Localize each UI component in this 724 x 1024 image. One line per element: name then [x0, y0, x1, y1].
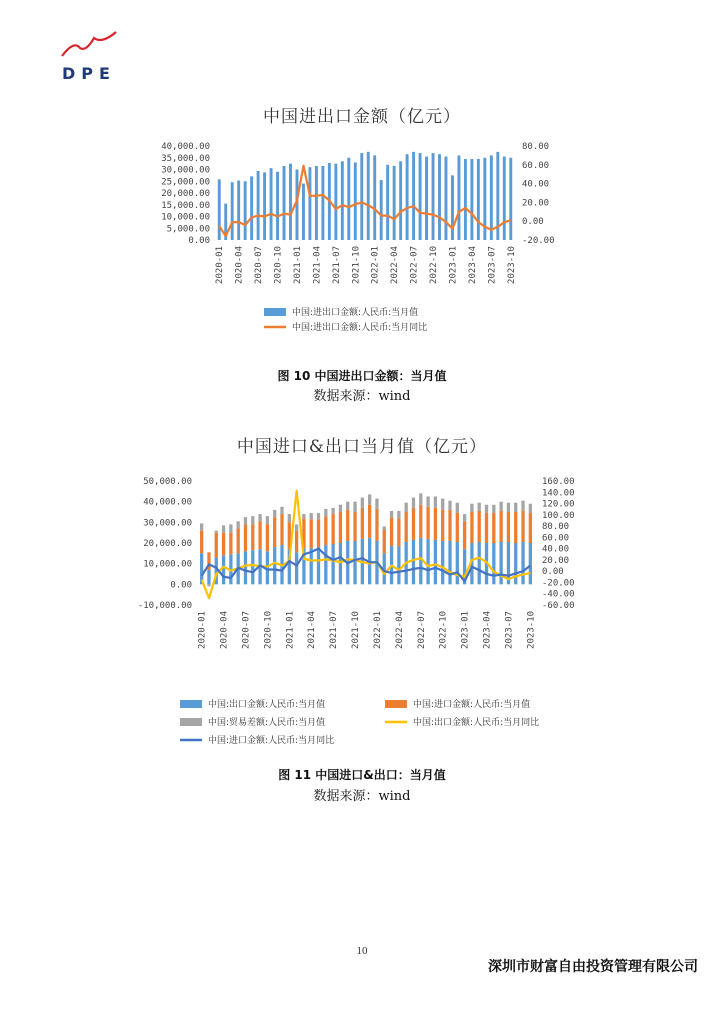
stacked-bar-segment: [353, 541, 356, 584]
stacked-bar-segment: [485, 505, 488, 513]
stacked-bar-segment: [273, 510, 276, 517]
stacked-bar-segment: [507, 503, 510, 512]
bar: [380, 180, 383, 240]
stacked-bar-segment: [324, 516, 327, 545]
stacked-bar-segment: [529, 504, 532, 513]
bar: [321, 166, 324, 240]
stacked-bar-segment: [426, 497, 429, 507]
bar: [334, 164, 337, 240]
stacked-bar-segment: [521, 511, 524, 542]
stacked-bar-segment: [207, 570, 210, 584]
bar: [263, 172, 266, 240]
stacked-bar-segment: [280, 514, 283, 545]
y-left-tick-label: 50,000.00: [143, 477, 192, 487]
stacked-bar-segment: [295, 552, 298, 584]
legend-label: 中国:出口金额:人民币:当月值: [208, 700, 326, 710]
bar: [367, 152, 370, 240]
stacked-bar-segment: [339, 512, 342, 543]
y-right-tick-label: 60.00: [522, 160, 550, 171]
stacked-bar-segment: [244, 524, 247, 551]
x-tick-label: 2022-07: [409, 246, 420, 284]
stacked-bar-segment: [499, 502, 502, 511]
stacked-bar-segment: [456, 503, 459, 513]
y-right-tick-label: 100.00: [542, 510, 575, 521]
stacked-bar-segment: [397, 518, 400, 546]
stacked-bar-segment: [375, 509, 378, 541]
x-tick-label: 2022-04: [390, 246, 401, 284]
bar: [257, 171, 260, 240]
x-tick-label: 2021-04: [307, 611, 318, 649]
chart1-plot: [0, 125, 724, 475]
stacked-bar-segment: [397, 511, 400, 518]
bar: [244, 181, 247, 240]
y-left-tick-label: -10,000.00: [137, 601, 192, 611]
x-tick-label: 2021-07: [331, 246, 342, 284]
bar: [451, 175, 454, 240]
bar: [341, 161, 344, 240]
stacked-bar-segment: [470, 512, 473, 543]
x-tick-label: 2022-01: [372, 611, 383, 649]
y-right-tick-label: 140.00: [542, 488, 575, 499]
stacked-bar-segment: [317, 519, 320, 547]
bar: [432, 153, 435, 240]
stacked-bar-segment: [310, 513, 313, 519]
y-left-tick-label: 40,000.00: [161, 142, 210, 152]
bar: [464, 159, 467, 240]
y-right-tick-label: 40.00: [542, 544, 570, 555]
dpe-logo: [56, 30, 126, 82]
stacked-bar-segment: [331, 514, 334, 544]
x-tick-label: 2023-04: [467, 246, 478, 284]
bar: [425, 157, 428, 240]
y-left-tick-label: 30,000.00: [143, 518, 192, 529]
chart2-plot: [0, 462, 724, 762]
stacked-bar-segment: [448, 541, 451, 584]
stacked-bar-segment: [331, 544, 334, 584]
stacked-bar-segment: [346, 502, 349, 510]
stacked-bar-segment: [499, 542, 502, 584]
stacked-bar-segment: [514, 543, 517, 584]
y-right-tick-label: 0.00: [542, 567, 564, 578]
y-right-tick-label: 20.00: [542, 555, 570, 566]
stacked-bar-segment: [237, 529, 240, 554]
x-tick-label: 2021-04: [312, 246, 323, 284]
x-tick-label: 2020-07: [254, 246, 265, 284]
stacked-bar-segment: [507, 512, 510, 542]
stacked-bar-segment: [331, 508, 334, 514]
legend-label: 中国:进出口金额:人民币:当月同比: [292, 323, 428, 333]
stacked-bar-segment: [229, 524, 232, 532]
legend-swatch: [180, 718, 202, 726]
company-name: 深圳市财富自由投资管理有限公司: [488, 959, 698, 975]
y-left-tick-label: 10,000.00: [143, 559, 192, 570]
x-tick-label: 2022-01: [370, 246, 381, 284]
stacked-bar-segment: [419, 493, 422, 504]
bar: [218, 179, 221, 240]
bar: [457, 155, 460, 240]
y-left-tick-label: 0.00: [170, 580, 192, 591]
stacked-bar-segment: [412, 540, 415, 584]
stacked-bar-segment: [222, 533, 225, 556]
chart2-caption: 图 11 中国进口&出口：当月值: [278, 768, 446, 782]
stacked-bar-segment: [383, 530, 386, 554]
stacked-bar-segment: [478, 503, 481, 511]
x-tick-label: 2020-04: [234, 246, 245, 284]
stacked-bar-segment: [456, 513, 459, 542]
stacked-bar-segment: [251, 516, 254, 524]
y-right-tick-label: 80.00: [522, 142, 550, 152]
stacked-bar-segment: [448, 510, 451, 541]
bar: [419, 153, 422, 240]
bar: [237, 181, 240, 240]
chart1-title: 中国进出口金额（亿元）: [263, 107, 461, 127]
x-tick-label: 2023-04: [482, 611, 493, 649]
bar: [347, 158, 350, 240]
stacked-bar-segment: [324, 509, 327, 516]
stacked-bar-segment: [426, 539, 429, 584]
x-tick-label: 2021-10: [351, 246, 362, 284]
bar: [360, 153, 363, 240]
bar: [503, 157, 506, 240]
stacked-bar-segment: [529, 543, 532, 584]
stacked-bar-segment: [390, 517, 393, 546]
stacked-bar-segment: [419, 505, 422, 538]
y-left-tick-label: 20,000.00: [143, 539, 192, 549]
bar: [250, 176, 253, 240]
stacked-bar-segment: [215, 533, 218, 558]
stacked-bar-segment: [397, 546, 400, 584]
x-tick-label: 2020-01: [215, 246, 226, 284]
stacked-bar-segment: [478, 511, 481, 542]
stacked-bar-segment: [288, 514, 291, 522]
stacked-bar-segment: [521, 542, 524, 584]
stacked-bar-segment: [441, 541, 444, 584]
stacked-bar-segment: [390, 511, 393, 517]
bar: [283, 166, 286, 240]
stacked-bar-segment: [368, 494, 371, 504]
stacked-bar-segment: [485, 513, 488, 543]
x-tick-label: 2021-10: [351, 611, 362, 649]
legend-label: 中国:出口金额:人民币:当月同比: [413, 718, 540, 728]
stacked-bar-segment: [492, 543, 495, 584]
stacked-bar-segment: [492, 505, 495, 513]
stacked-bar-segment: [456, 542, 459, 584]
stacked-bar-segment: [266, 524, 269, 551]
stacked-bar-segment: [521, 501, 524, 511]
stacked-bar-segment: [478, 542, 481, 584]
stacked-bar-segment: [302, 514, 305, 518]
x-tick-label: 2023-07: [487, 245, 498, 284]
x-tick-label: 2021-01: [285, 611, 296, 649]
stacked-bar-segment: [229, 533, 232, 555]
y-right-tick-label: 120.00: [542, 499, 575, 510]
bar: [445, 157, 448, 240]
x-tick-label: 2023-07: [504, 611, 515, 649]
page-number: 10: [356, 945, 368, 957]
stacked-bar-segment: [200, 531, 203, 554]
stacked-bar-segment: [448, 501, 451, 510]
stacked-bar-segment: [215, 531, 218, 533]
stacked-bar-segment: [310, 548, 313, 584]
x-tick-label: 2020-01: [197, 611, 208, 649]
x-tick-label: 2021-07: [329, 611, 340, 649]
stacked-bar-segment: [353, 502, 356, 512]
y-right-tick-label: 60.00: [542, 533, 570, 544]
legend-swatch: [180, 700, 202, 708]
stacked-bar-segment: [222, 525, 225, 532]
x-tick-label: 2023-10: [526, 611, 537, 649]
stacked-bar-segment: [295, 524, 298, 530]
x-tick-label: 2023-01: [460, 611, 471, 649]
stacked-bar-segment: [339, 505, 342, 512]
chart1-caption: 图 10 中国进出口金额：当月值: [277, 369, 447, 383]
stacked-bar-segment: [251, 550, 254, 584]
stacked-bar-segment: [317, 513, 320, 519]
bar: [302, 184, 305, 240]
stacked-bar-segment: [244, 551, 247, 584]
series-line: [219, 166, 511, 237]
x-tick-label: 2020-10: [263, 611, 274, 649]
series-line: [202, 491, 531, 599]
stacked-bar-segment: [434, 497, 437, 508]
bar: [470, 159, 473, 240]
y-left-tick-label: 10,000.00: [161, 212, 210, 223]
stacked-bar-segment: [514, 503, 517, 512]
y-left-tick-label: 35,000.00: [161, 153, 210, 164]
stacked-bar-segment: [412, 498, 415, 508]
bar: [477, 159, 480, 240]
legend-swatch: [385, 700, 407, 708]
y-left-tick-label: 5,000.00: [166, 224, 210, 235]
stacked-bar-segment: [339, 543, 342, 584]
bar: [490, 155, 493, 240]
legend-label: 中国:进口金额:人民币:当月值: [413, 700, 531, 710]
stacked-bar-segment: [346, 510, 349, 541]
stacked-bar-segment: [412, 508, 415, 540]
stacked-bar-segment: [200, 523, 203, 530]
x-tick-label: 2021-01: [292, 246, 303, 284]
x-tick-label: 2020-10: [273, 246, 284, 284]
bar: [406, 154, 409, 240]
stacked-bar-segment: [324, 545, 327, 584]
stacked-bar-segment: [463, 521, 466, 549]
stacked-bar-segment: [258, 514, 261, 521]
logo-text: DPE: [62, 64, 116, 83]
y-left-tick-label: 15,000.00: [161, 200, 210, 211]
stacked-bar-segment: [492, 513, 495, 543]
stacked-bar-segment: [273, 517, 276, 547]
bar: [354, 162, 357, 240]
stacked-bar-segment: [258, 521, 261, 549]
stacked-bar-segment: [463, 514, 466, 521]
stacked-bar-segment: [470, 504, 473, 512]
bar: [308, 167, 311, 240]
y-left-tick-label: 20,000.00: [161, 189, 210, 199]
y-left-tick-label: 25,000.00: [161, 177, 210, 188]
y-left-tick-label: 40,000.00: [143, 497, 192, 508]
x-tick-label: 2022-04: [394, 611, 405, 649]
bar: [412, 152, 415, 240]
stacked-bar-segment: [273, 547, 276, 584]
chart2-title: 中国进口&出口当月值（亿元）: [236, 437, 488, 457]
legend-swatch: [264, 308, 286, 316]
stacked-bar-segment: [499, 511, 502, 542]
stacked-bar-segment: [317, 547, 320, 584]
stacked-bar-segment: [368, 505, 371, 538]
stacked-bar-segment: [426, 507, 429, 539]
stacked-bar-segment: [207, 584, 210, 586]
stacked-bar-segment: [441, 510, 444, 541]
stacked-bar-segment: [295, 531, 298, 553]
stacked-bar-segment: [383, 526, 386, 529]
y-right-tick-label: 0.00: [522, 217, 544, 228]
stacked-bar-segment: [361, 508, 364, 539]
stacked-bar-segment: [529, 513, 532, 543]
stacked-bar-segment: [361, 498, 364, 508]
legend-label: 中国:进出口金额:人民币:当月值: [292, 308, 419, 318]
y-right-tick-label: 20.00: [522, 198, 550, 209]
bar: [509, 158, 512, 240]
stacked-bar-segment: [266, 516, 269, 524]
stacked-bar-segment: [222, 555, 225, 584]
legend-label: 中国:贸易差额:人民币:当月值: [208, 718, 326, 728]
stacked-bar-segment: [375, 499, 378, 509]
y-right-tick-label: -40.00: [542, 589, 575, 600]
x-tick-label: 2022-07: [416, 611, 427, 649]
stacked-bar-segment: [244, 517, 247, 524]
stacked-bar-segment: [280, 507, 283, 514]
y-right-tick-label: -20.00: [542, 578, 575, 589]
stacked-bar-segment: [419, 538, 422, 585]
stacked-bar-segment: [310, 519, 313, 548]
legend-label: 中国:进口金额:人民币:当月同比: [208, 736, 335, 746]
bar: [276, 172, 279, 240]
stacked-bar-segment: [405, 512, 408, 542]
stacked-bar-segment: [514, 512, 517, 543]
y-right-tick-label: -20.00: [522, 236, 555, 246]
bar: [289, 164, 292, 240]
chart2-source: 数据来源：wind: [313, 789, 411, 804]
stacked-bar-segment: [237, 521, 240, 528]
bar: [393, 166, 396, 240]
stacked-bar-segment: [251, 524, 254, 550]
y-right-tick-label: 40.00: [522, 179, 550, 190]
stacked-bar-segment: [434, 540, 437, 584]
stacked-bar-segment: [441, 499, 444, 510]
bar: [399, 161, 402, 240]
x-tick-label: 2022-10: [429, 246, 440, 284]
bar: [315, 166, 318, 240]
stacked-bar-segment: [353, 512, 356, 541]
stacked-bar-segment: [405, 503, 408, 512]
x-tick-label: 2023-01: [448, 246, 459, 284]
x-tick-label: 2020-07: [241, 611, 252, 649]
bar: [386, 165, 389, 240]
chart1-source: 数据来源：wind: [313, 389, 411, 404]
bar: [373, 155, 376, 240]
bar: [438, 154, 441, 240]
bar: [231, 182, 234, 240]
y-right-tick-label: 160.00: [542, 477, 575, 487]
y-right-tick-label: 80.00: [542, 522, 570, 533]
logo-swoosh-icon: [56, 30, 126, 64]
bar: [270, 168, 273, 240]
x-tick-label: 2023-10: [506, 246, 517, 284]
y-left-tick-label: 0.00: [188, 236, 210, 246]
y-left-tick-label: 30,000.00: [161, 165, 210, 176]
x-tick-label: 2022-10: [438, 611, 449, 649]
y-right-tick-label: -60.00: [542, 601, 575, 611]
x-tick-label: 2020-04: [219, 611, 230, 649]
stacked-bar-segment: [434, 508, 437, 540]
